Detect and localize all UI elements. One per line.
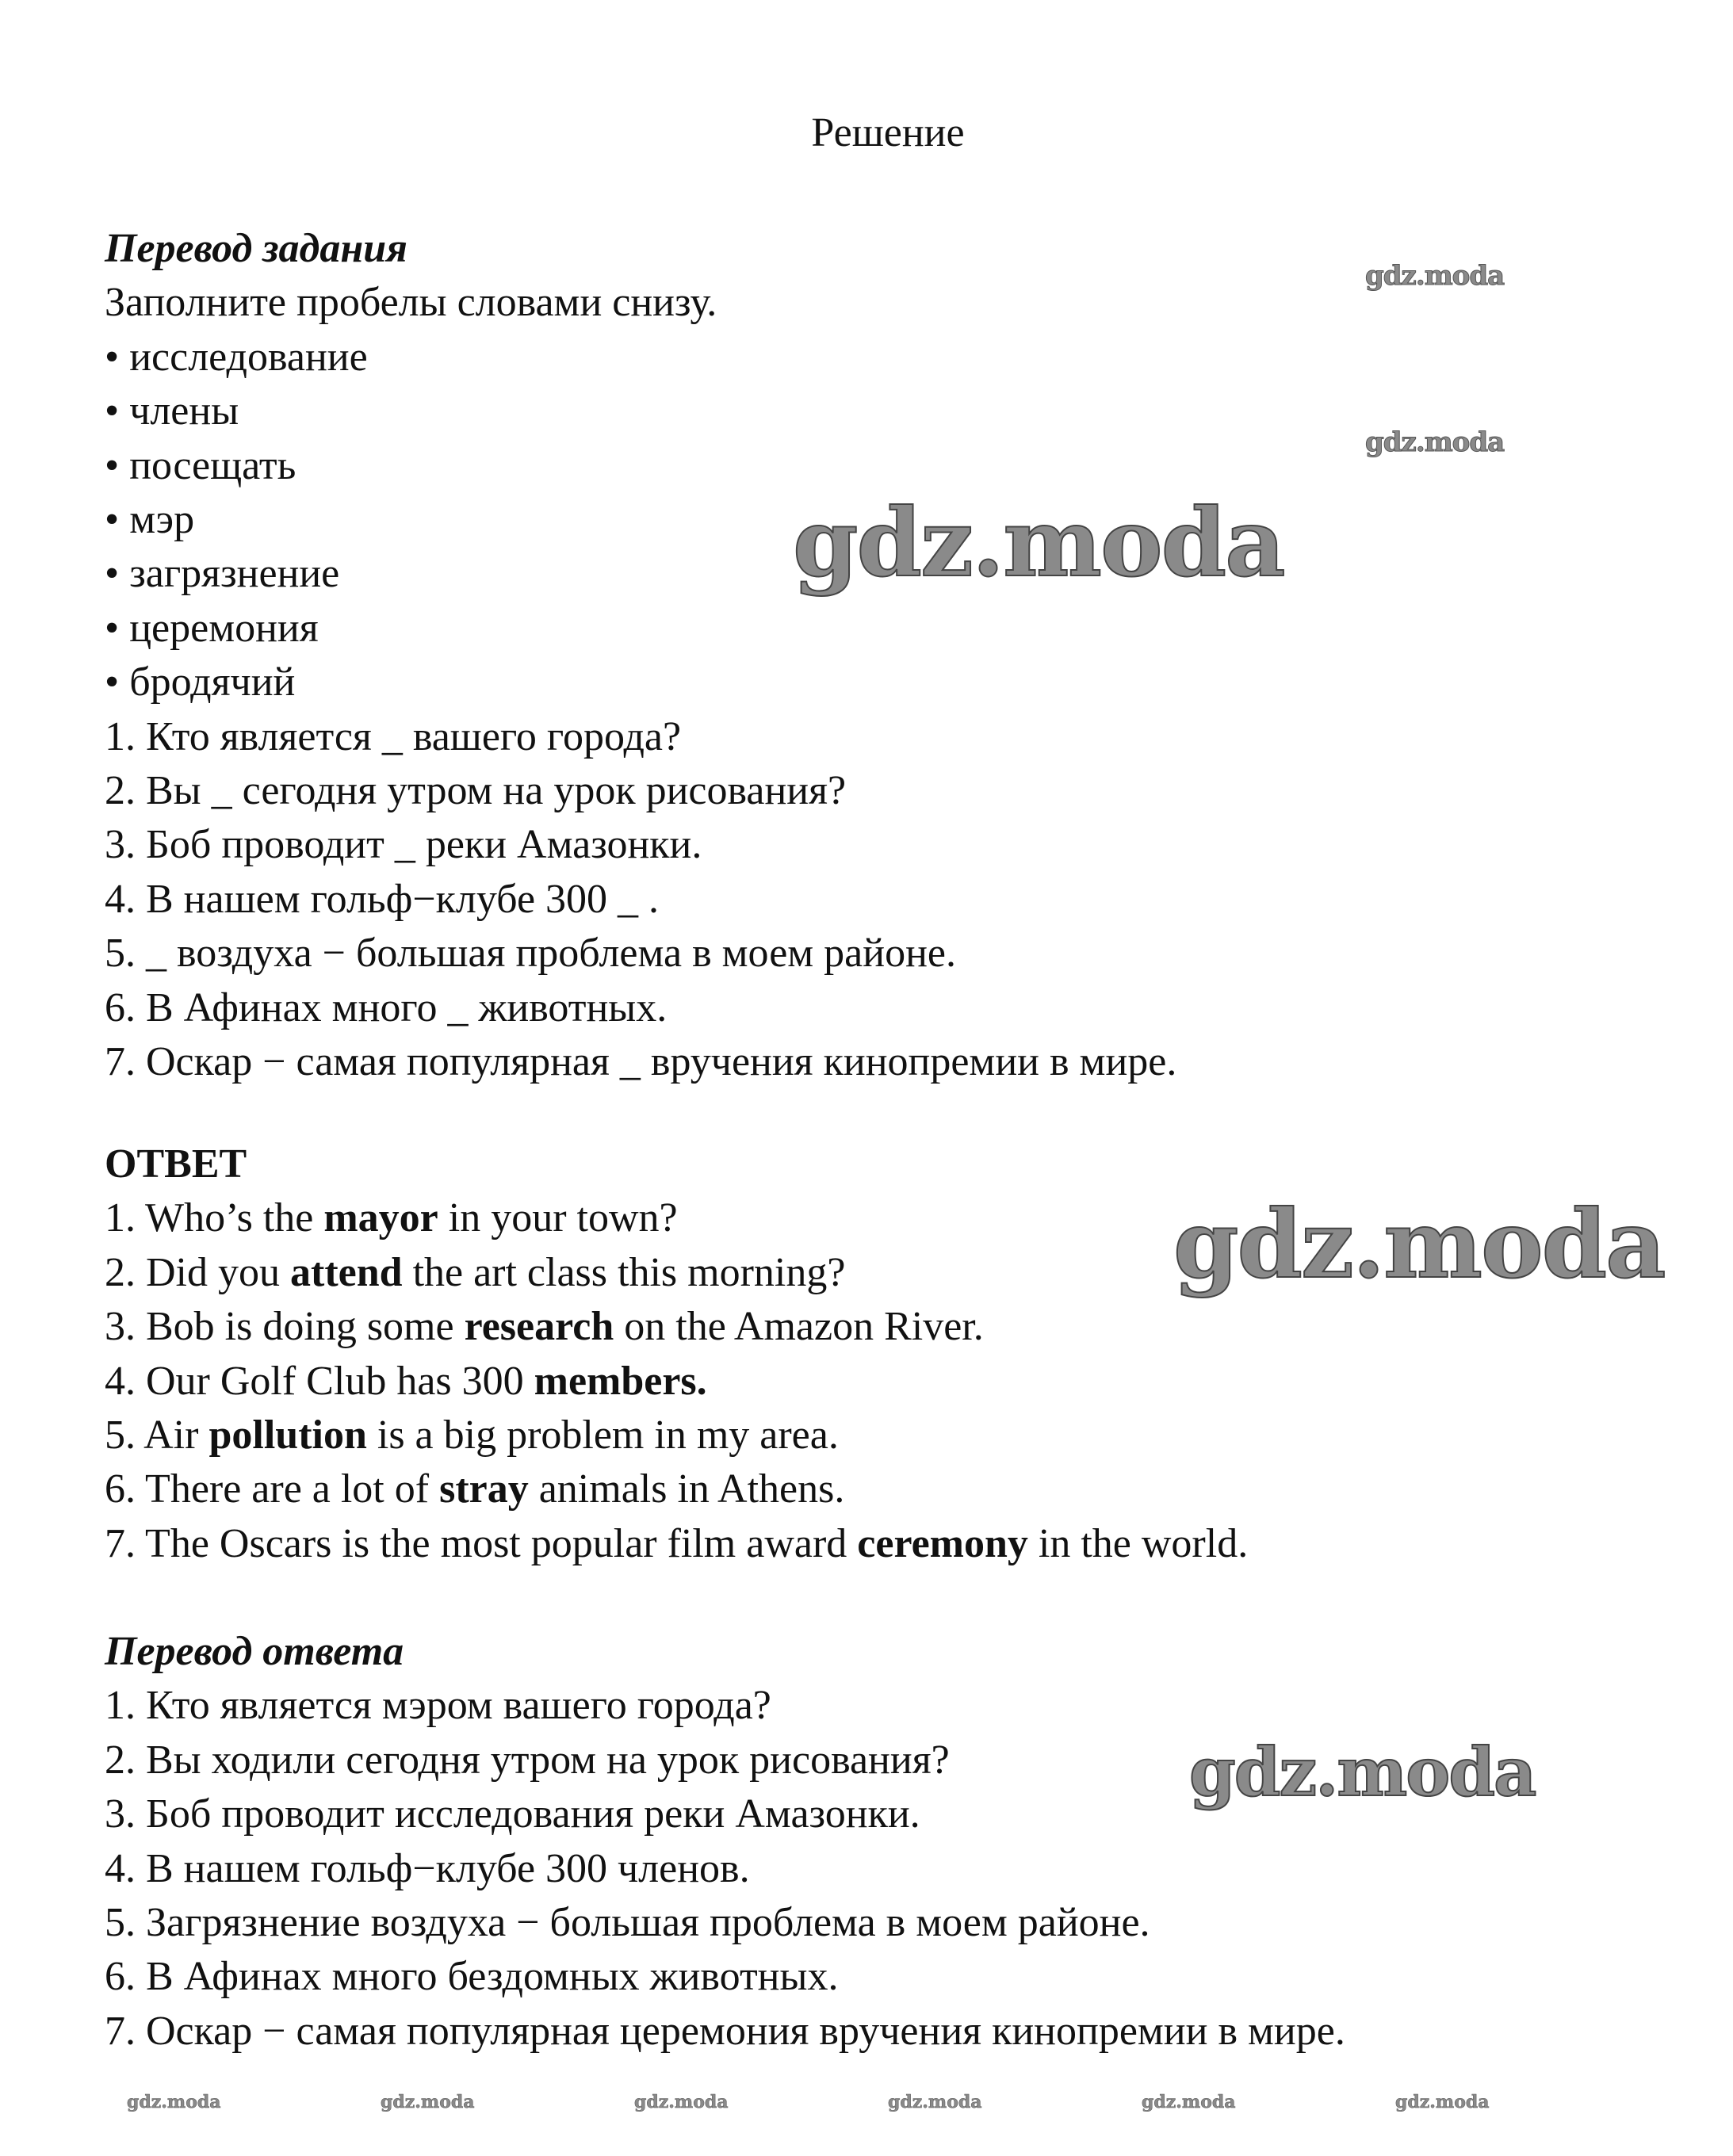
translation-heading: Перевод ответа [105,1629,404,1674]
watermark: gdz.moda [1395,2092,1490,2112]
answer-word: research [464,1304,614,1350]
translation-line: 3. Боб проводит исследования реки Амазонки. [105,1791,920,1837]
text: 4. Our Golf Club has 300 [105,1358,534,1404]
text: 5. Air [105,1412,209,1458]
text: the art class this morning? [402,1249,846,1295]
watermark: gdz.moda [1173,1189,1665,1299]
text: on the Amazon River. [614,1304,984,1350]
text: 3. Bob is doing some [105,1304,465,1350]
task-instruction: Заполните пробелы словами снизу. [105,280,717,326]
watermark: gdz.moda [634,2092,729,2112]
watermark: gdz.moda [1189,1733,1536,1811]
word-item: • бродячий [105,659,296,705]
text: is a big problem in my area. [366,1412,839,1458]
translation-line: 7. Оскар − самая популярная церемония вручения кинопремии в мире. [105,2008,1345,2054]
word-item: • церемония [105,605,319,651]
watermark: gdz.moda [1365,260,1505,292]
page-title: Решение [811,110,965,155]
watermark: gdz.moda [888,2092,982,2112]
text: 2. Did you [105,1249,290,1295]
word-item: • посещать [105,442,296,488]
word-item: • исследование [105,334,368,380]
task-sentence: 4. В нашем гольф−клубе 300 _ . [105,876,660,922]
text: 6. There are a lot of [105,1466,440,1512]
translation-line: 6. В Афинах много бездомных животных. [105,1954,839,2000]
answer-line [105,1409,1248,1462]
answer-word: pollution [208,1412,367,1458]
task-sentence: 7. Оскар − самая популярная _ вручения кинопремии в мире. [105,1039,1177,1085]
answer-word: mayor [323,1195,438,1241]
translation-line: 1. Кто является мэром вашего города? [105,1683,771,1729]
translation-section [105,1625,1345,2059]
task-sentence: 1. Кто является _ вашего города? [105,713,682,759]
answer-line [105,1191,1248,1245]
translation-line: 4. В нашем гольф−клубе 300 членов. [105,1845,750,1891]
answer-line [105,1300,1248,1354]
task-sentence: 6. В Афинах много _ животных. [105,984,668,1030]
task-sentence: 2. Вы _ сегодня утром на урок рисования? [105,768,847,814]
task-sentence: 3. Боб проводит _ реки Амазонки. [105,822,702,868]
task-heading: Перевод задания [105,226,407,271]
answer-line [105,1355,1248,1409]
text: in the world. [1027,1520,1249,1566]
answer-heading: ОТВЕТ [105,1141,247,1187]
text: 7. The Oscars is the most popular film award [105,1520,858,1566]
answer-word: members. [534,1358,707,1404]
text: 1. Who’s the [105,1195,324,1241]
word-item: • члены [105,388,239,434]
translation-line: 2. Вы ходили сегодня утром на урок рисования? [105,1737,950,1783]
watermark: gdz.moda [381,2092,475,2112]
word-item: • загрязнение [105,551,340,597]
answer-word: stray [439,1466,529,1512]
translation-line: 5. Загрязнение воздуха − большая проблема в моем районе. [105,1900,1150,1946]
word-item: • мэр [105,497,195,543]
answer-section [105,1137,1248,1571]
task-sentence: 5. _ воздуха − большая проблема в моем районе. [105,931,956,977]
text: animals in Athens. [528,1466,845,1512]
answer-word: ceremony [857,1520,1028,1566]
watermark: gdz.moda [1365,426,1505,458]
answer-line [105,1462,1248,1516]
watermark: gdz.moda [127,2092,221,2112]
text: in your town? [438,1195,678,1241]
watermark: gdz.moda [793,487,1284,598]
answer-word: attend [290,1249,403,1295]
task-section [105,222,1176,1090]
answer-line [105,1246,1248,1300]
watermark: gdz.moda [1142,2092,1236,2112]
answer-line [105,1517,1248,1571]
